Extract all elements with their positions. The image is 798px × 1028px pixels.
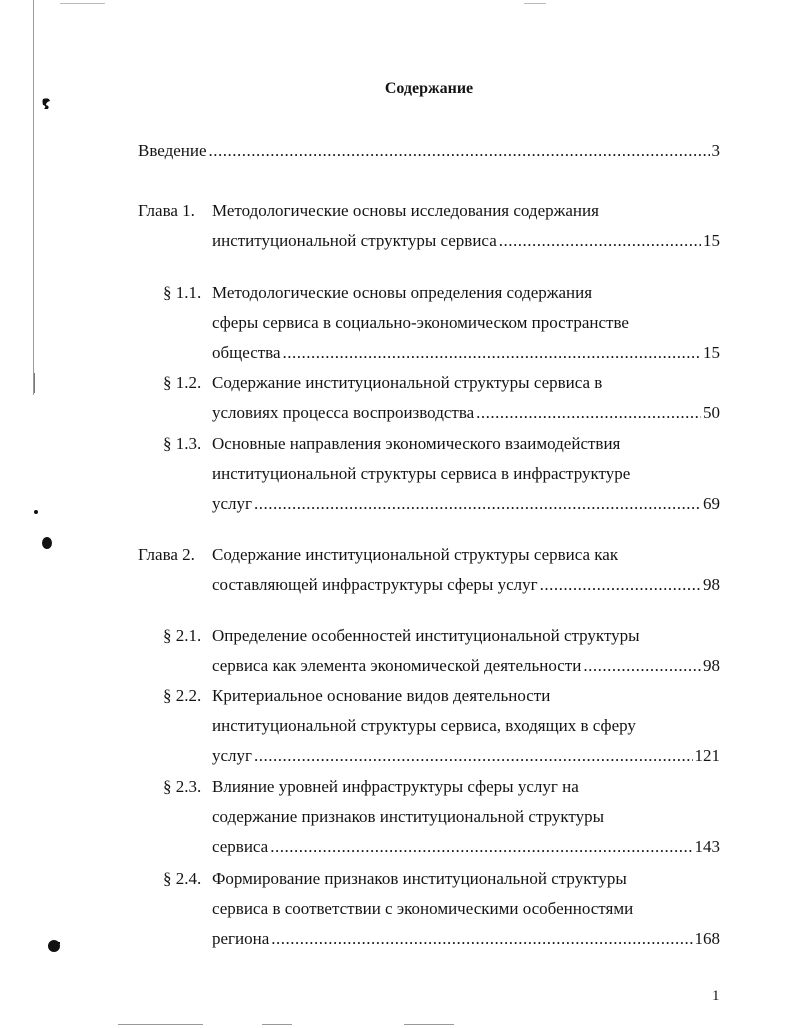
toc-entry-text: Основные направления экономического взаимодействия — [212, 434, 621, 453]
toc-entry-text: условиях процесса воспроизводства — [212, 403, 475, 422]
scan-edge-tick — [34, 373, 35, 393]
toc-entry-text: Введение — [138, 141, 207, 160]
toc-section-label: § 1.3. — [163, 434, 202, 453]
toc-leader-dots — [583, 656, 701, 676]
toc-entry-text: услуг — [212, 746, 253, 765]
toc-page-number: 121 — [694, 746, 720, 765]
toc-page-number: 15 — [703, 343, 720, 362]
toc-entry — [212, 837, 720, 857]
toc-leader-dots — [499, 231, 701, 251]
toc-page-number: 15 — [703, 231, 720, 250]
toc-leader-dots — [254, 494, 701, 514]
toc-entry-text: Влияние уровней инфраструктуры сферы услуг на — [212, 777, 579, 796]
toc-section-label: § 1.2. — [163, 373, 202, 392]
toc-entry-text: институциональной структуры сервиса — [212, 231, 497, 250]
scan-top-mark — [60, 3, 105, 4]
toc-leader-dots — [283, 343, 701, 363]
toc-entry — [212, 343, 720, 363]
toc-entry-text: услуг — [212, 494, 253, 513]
toc-entry-text: Формирование признаков институциональной структуры — [212, 869, 627, 888]
toc-entry-text: сферы сервиса в социально-экономическом пространстве — [212, 313, 629, 332]
scan-smudge — [33, 509, 39, 515]
toc-entry — [212, 929, 720, 949]
toc-page-number: 50 — [703, 403, 720, 422]
toc-entry-text: Критериальное основание видов деятельности — [212, 686, 551, 705]
toc-page-number: 98 — [703, 575, 720, 594]
toc-entry-text: Содержание институциональной структуры сервиса как — [212, 545, 619, 564]
toc-chapter-label: Глава 2. — [138, 545, 195, 564]
toc-entry — [212, 746, 720, 766]
toc-section-label: § 2.3. — [163, 777, 202, 796]
scan-smudge — [40, 97, 54, 111]
scan-edge-line — [33, 0, 34, 395]
toc-entry-text: сервиса в соответствии с экономическими особенностями — [212, 899, 634, 918]
toc-chapter-label: Глава 1. — [138, 201, 195, 220]
toc-entry — [212, 231, 720, 251]
scan-bottom-mark — [118, 1024, 203, 1025]
toc-page-number: 98 — [703, 656, 720, 675]
scan-top-mark — [524, 3, 546, 4]
toc-entry — [138, 141, 720, 161]
toc-entry-text: сервиса — [212, 837, 269, 856]
toc-section-label: § 2.1. — [163, 626, 202, 645]
toc-entry-text: Методологические основы исследования содержания — [212, 201, 599, 220]
toc-leader-dots — [476, 403, 701, 423]
toc-entry-text: институциональной структуры сервиса, входящих в сферу — [212, 716, 636, 735]
page-title: Содержание — [384, 80, 474, 97]
scan-bottom-mark — [262, 1024, 292, 1025]
toc-leader-dots — [271, 929, 692, 949]
toc-entry-text: сервиса как элемента экономической деятельности — [212, 656, 582, 675]
toc-entry-text: составляющей инфраструктуры сферы услуг — [212, 575, 538, 594]
toc-entry-text: общества — [212, 343, 281, 362]
toc-entry — [212, 656, 720, 676]
toc-entry-text: содержание признаков институциональной структуры — [212, 807, 605, 826]
toc-entry-text: институциональной структуры сервиса в инфраструктуре — [212, 464, 631, 483]
toc-leader-dots — [270, 837, 692, 857]
toc-entry-text: региона — [212, 929, 270, 948]
toc-page-number: 143 — [694, 837, 720, 856]
toc-leader-dots — [254, 746, 692, 766]
page-number: 1 — [712, 988, 720, 1004]
toc-leader-dots — [209, 141, 710, 161]
toc-entry — [212, 575, 720, 595]
toc-page-number: 69 — [703, 494, 720, 513]
toc-entry-text: Определение особенностей институциональной структуры — [212, 626, 640, 645]
scan-smudge — [40, 535, 54, 551]
toc-section-label: § 2.4. — [163, 869, 202, 888]
toc-entry — [212, 494, 720, 514]
toc-entry — [212, 403, 720, 423]
toc-section-label: § 2.2. — [163, 686, 202, 705]
scan-smudge — [46, 938, 62, 954]
toc-page-number: 168 — [694, 929, 720, 948]
toc-entry-text: Методологические основы определения содержания — [212, 283, 593, 302]
toc-leader-dots — [540, 575, 701, 595]
scan-bottom-mark — [404, 1024, 454, 1025]
toc-page-number: 3 — [711, 141, 720, 160]
toc-entry-text: Содержание институциональной структуры сервиса в — [212, 373, 603, 392]
toc-section-label: § 1.1. — [163, 283, 202, 302]
